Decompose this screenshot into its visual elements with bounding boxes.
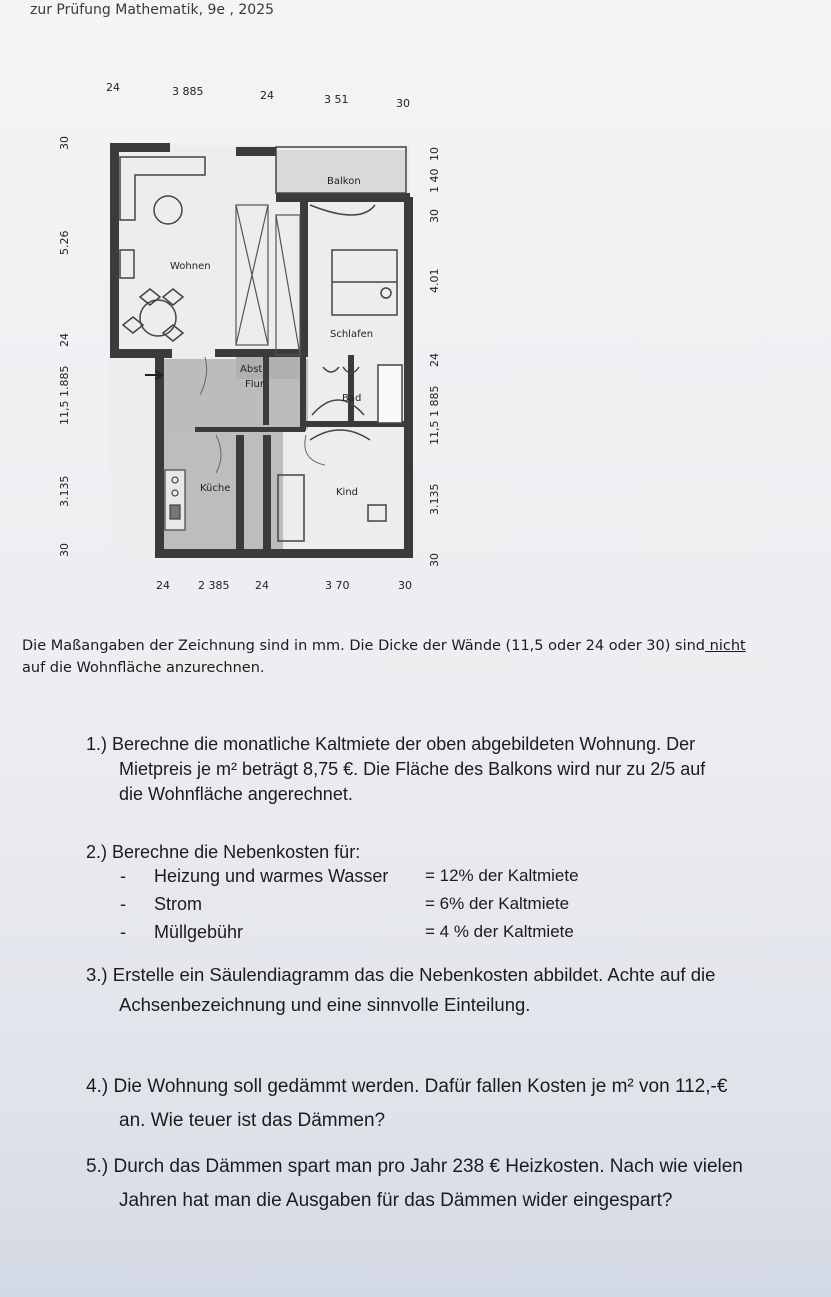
bottom-dim-5: 30 xyxy=(398,579,412,592)
left-dimensions xyxy=(58,136,71,557)
task-4-line2: an. Wie teuer ist das Dämmen? xyxy=(119,1110,386,1131)
dash: - xyxy=(120,894,126,914)
task-1-line3: die Wohnfläche angerechnet. xyxy=(119,784,353,804)
right-dim-6: 11,5 1 885 xyxy=(428,385,441,445)
left-dim-3: 24 xyxy=(58,333,71,347)
task-2-line1: Berechne die Nebenkosten für: xyxy=(112,842,361,862)
right-dim-4: 4.01 xyxy=(428,268,441,293)
task-5-line1: Durch das Dämmen spart man pro Jahr 238 € Heizkosten. Nach wie vielen xyxy=(113,1156,743,1177)
top-dim-4: 3 51 xyxy=(324,93,349,106)
room-label-flur: Flur xyxy=(245,379,264,390)
floor-plan xyxy=(40,75,460,610)
note-underlined: nicht xyxy=(705,638,746,654)
task-5 xyxy=(86,1150,816,1218)
task-3 xyxy=(86,960,816,1020)
right-dimensions xyxy=(428,147,441,567)
left-dim-4: 11,5 1.885 xyxy=(58,365,71,425)
task-1-line1: Berechne die monatliche Kaltmiete der oben abgebildeten Wohnung. Der xyxy=(112,734,696,754)
task-5-number: 5.) xyxy=(86,1156,109,1177)
task-2 xyxy=(86,840,816,865)
right-dim-5: 24 xyxy=(428,353,441,367)
dash: - xyxy=(120,866,126,886)
page-header: zur Prüfung Mathematik, 9e , 2025 xyxy=(30,2,275,18)
dash: - xyxy=(120,922,126,942)
task-2-number: 2.) xyxy=(86,842,108,862)
right-dim-1: 10 xyxy=(428,147,441,161)
top-dim-5: 30 xyxy=(396,97,410,110)
left-dim-5: 3.135 xyxy=(58,475,71,507)
cost-label: Heizung und warmes Wasser xyxy=(154,866,389,886)
bottom-dim-2: 2 385 xyxy=(198,579,230,592)
cost-value: = 6% der Kaltmiete xyxy=(425,894,570,913)
bottom-dim-4: 3 70 xyxy=(325,579,350,592)
bottom-dimensions xyxy=(156,579,412,592)
cost-label: Strom xyxy=(154,894,203,914)
top-dim-2: 3 885 xyxy=(172,85,204,98)
top-dim-3: 24 xyxy=(260,89,274,102)
room-label-schlafen: Schlafen xyxy=(330,329,374,340)
room-label-wohnen: Wohnen xyxy=(170,261,211,272)
cost-value: = 12% der Kaltmiete xyxy=(425,866,579,885)
right-dim-8: 30 xyxy=(428,553,441,567)
task-3-number: 3.) xyxy=(86,964,108,985)
right-dim-7: 3.135 xyxy=(428,483,441,515)
task-5-line2: Jahren hat man die Ausgaben für das Dämmen wider eingespart? xyxy=(119,1190,673,1211)
left-dim-1: 30 xyxy=(58,136,71,150)
left-dim-6: 30 xyxy=(58,543,71,557)
room-label-kind: Kind xyxy=(336,487,359,498)
task-4-number: 4.) xyxy=(86,1076,109,1097)
top-dimensions xyxy=(106,81,410,110)
task-3-line1: Erstelle ein Säulendiagramm das die Nebenkosten abbildet. Achte auf die xyxy=(112,964,716,985)
cost-label: Müllgebühr xyxy=(154,922,244,942)
task-3-line2: Achsenbezeichnung und eine sinnvolle Einteilung. xyxy=(119,994,531,1015)
bottom-dim-3: 24 xyxy=(255,579,269,592)
cost-value: = 4 % der Kaltmiete xyxy=(425,922,574,941)
room-label-bad: Bad xyxy=(342,393,362,404)
task-4 xyxy=(86,1070,816,1138)
room-label-balkon: Balkon xyxy=(327,176,361,187)
note-text-2: auf die Wohnfläche anzurechnen. xyxy=(22,660,265,676)
top-dim-1: 24 xyxy=(106,81,120,94)
task-1 xyxy=(86,732,816,807)
right-dim-2: 1 40 xyxy=(428,168,441,193)
right-dim-3: 30 xyxy=(428,209,441,223)
room-label-kueche: Küche xyxy=(200,483,231,494)
task-1-line2: Mietpreis je m² beträgt 8,75 €. Die Fläche des Balkons wird nur zu 2/5 auf xyxy=(119,759,706,779)
bottom-dim-1: 24 xyxy=(156,579,170,592)
task-4-line1: Die Wohnung soll gedämmt werden. Dafür fallen Kosten je m² von 112,-€ xyxy=(113,1076,728,1097)
left-dim-2: 5.26 xyxy=(58,230,71,255)
task-1-number: 1.) xyxy=(86,734,108,754)
dimension-note xyxy=(22,635,812,679)
room-label-abst: Abst xyxy=(240,364,263,375)
note-text: Die Maßangaben der Zeichnung sind in mm. Die Dicke der Wände (11,5 oder 24 oder 30) sind xyxy=(22,638,706,654)
kitchen-fixtures xyxy=(165,470,185,530)
